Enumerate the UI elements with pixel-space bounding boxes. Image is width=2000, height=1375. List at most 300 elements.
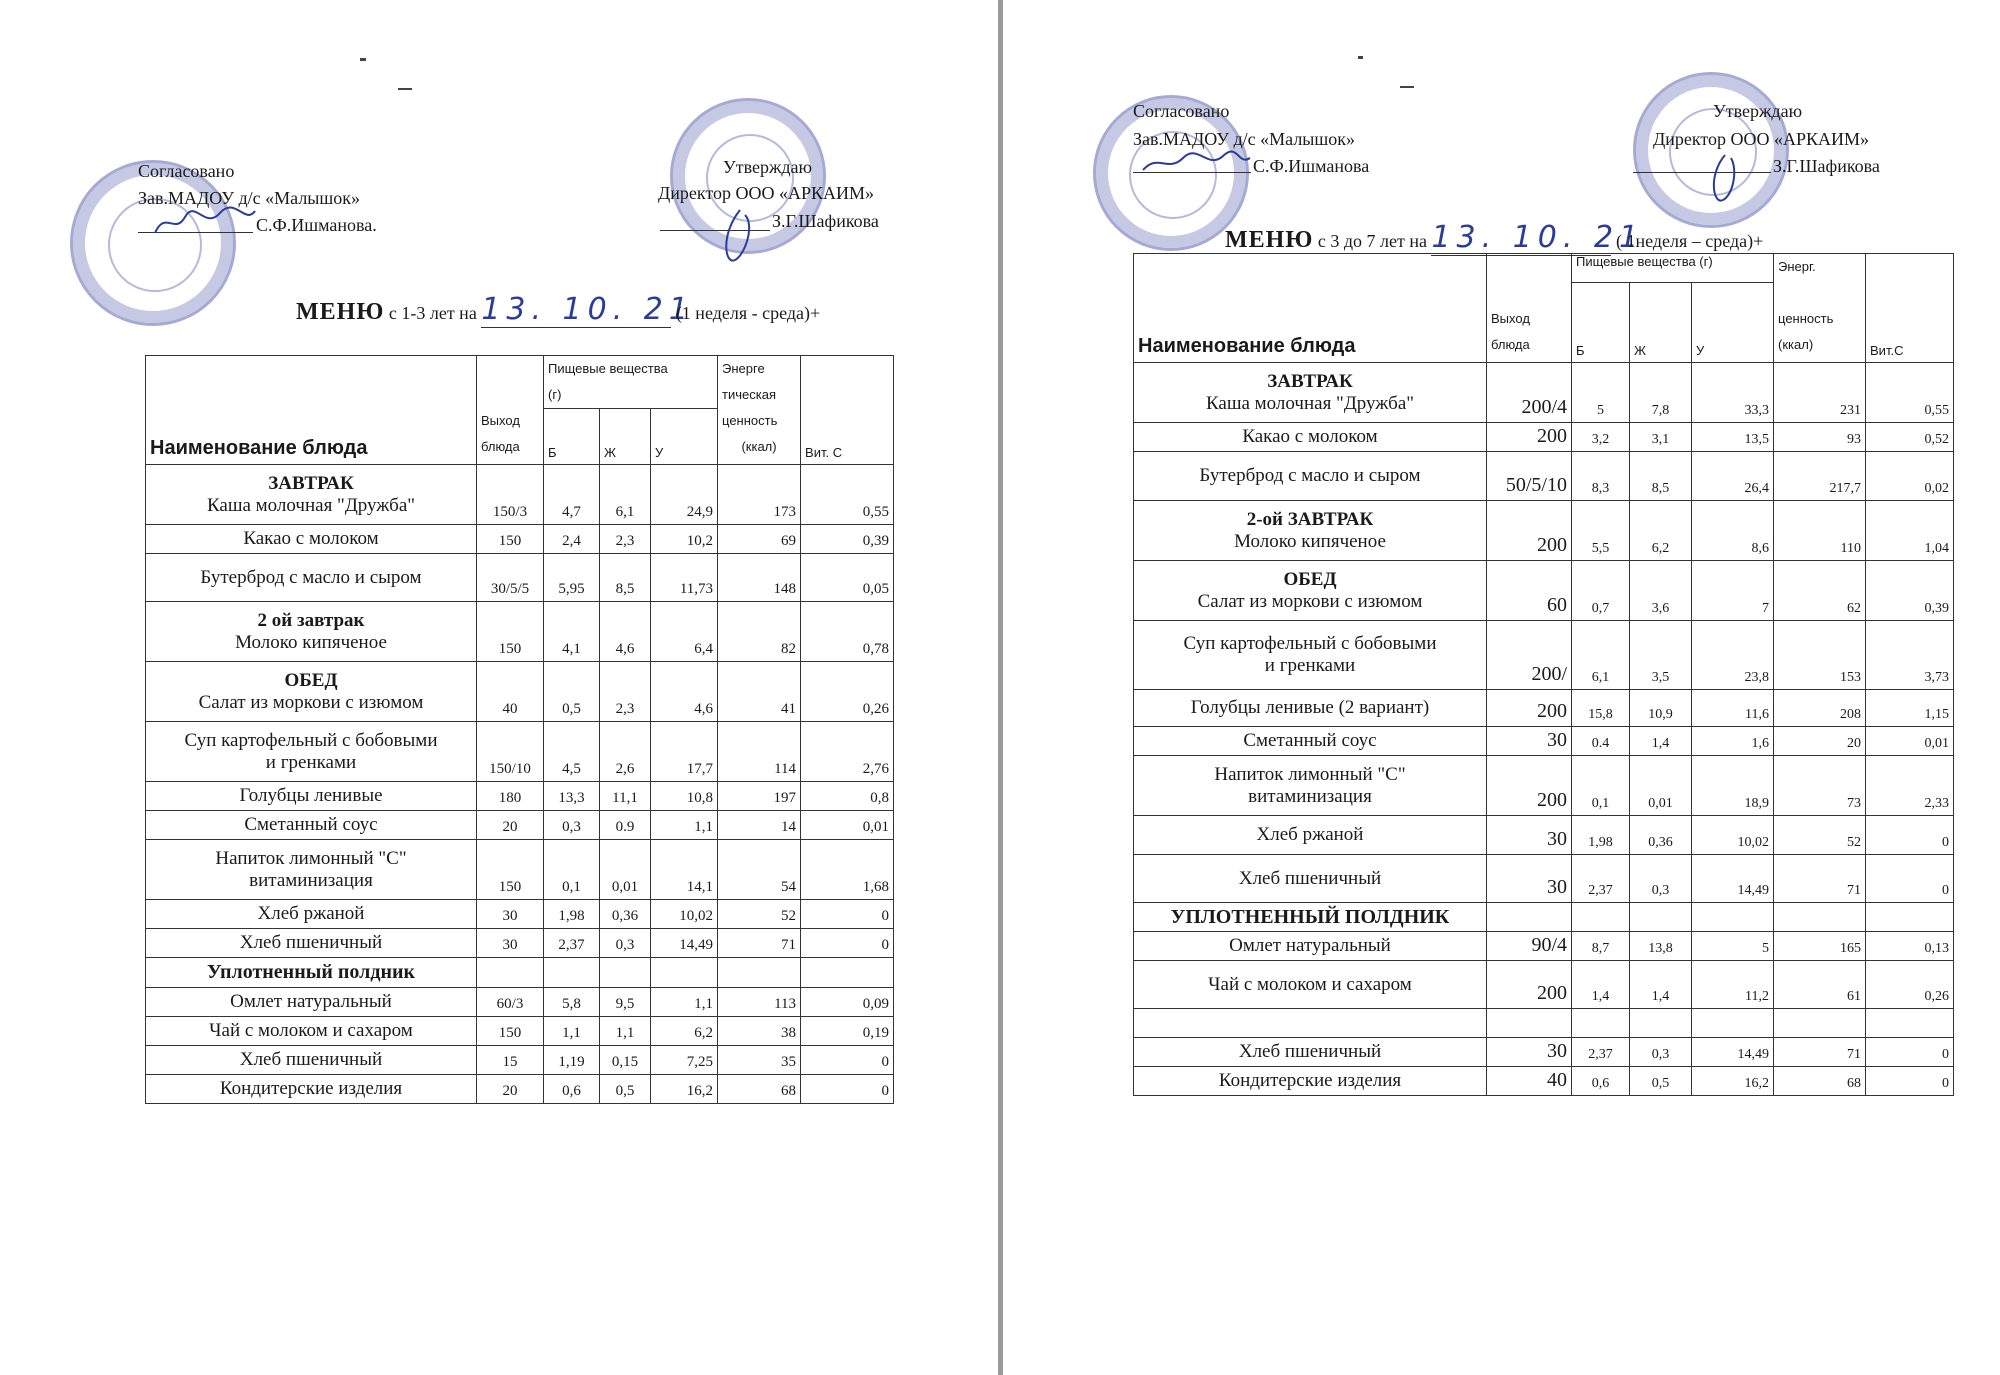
carbs-cell: 5 [1692,932,1774,961]
fats-cell: 3,1 [1630,423,1692,452]
fats-cell: 4,6 [600,602,651,662]
carbs-cell: 11,73 [651,554,718,602]
proteins-cell: 5,8 [544,988,600,1017]
dish-name: Напиток лимонный "С" [215,847,407,869]
energy-cell: 110 [1774,501,1866,561]
proteins-cell: 1,98 [1572,816,1630,855]
table-row [1134,932,1954,961]
yield-cell: 150/3 [477,465,544,525]
proteins-cell: 0,1 [1572,756,1630,816]
header-nutrients: Пищевые вещества (г) [544,356,718,409]
header-carbs: У [651,409,718,465]
vitamin-c-cell: 0 [1866,855,1954,903]
dish-name: Голубцы ленивые [239,785,383,806]
energy-cell: 71 [1774,855,1866,903]
table-row [1134,621,1954,690]
carbs-cell: 1,1 [651,811,718,840]
scan-speck [1358,56,1363,59]
dish-name-cell [146,722,477,782]
carbs-cell: 1,6 [1692,727,1774,756]
proteins-cell: 2,37 [544,929,600,958]
vitamin-c-cell: 0,02 [1866,452,1954,501]
yield-cell: 150 [477,602,544,662]
dish-name: Хлеб пшеничный [1238,1041,1382,1062]
header-fats: Ж [600,409,651,465]
energy-cell: 208 [1774,690,1866,727]
carbs-cell: 4,6 [651,662,718,722]
dish-name-cell [1134,932,1487,961]
carbs-cell: 10,02 [651,900,718,929]
proteins-cell: 0,1 [544,840,600,900]
dish-name: Кондитерские изделия [1218,1070,1402,1091]
table-row [146,1046,894,1075]
proteins-cell: 5,95 [544,554,600,602]
dish-name: и гренками [1264,655,1356,676]
carbs-cell: 14,49 [651,929,718,958]
section-title: ЗАВТРАК [1267,370,1353,392]
yield-cell: 30 [1487,855,1572,903]
table-row [1134,1067,1954,1096]
energy-cell: 148 [718,554,801,602]
vitamin-c-cell: 0 [801,900,894,929]
energy-cell: 197 [718,782,801,811]
empty-cell [544,958,600,988]
dish-name: Каша молочная "Дружба" [1205,392,1415,414]
yield-cell: 90/4 [1487,932,1572,961]
yield-cell: 200 [1487,690,1572,727]
proteins-cell: 2,37 [1572,1038,1630,1067]
fats-cell: 2,6 [600,722,651,782]
yield-cell: 30 [477,929,544,958]
dish-name-cell [146,1075,477,1104]
fats-cell: 11,1 [600,782,651,811]
table-row [1134,423,1954,452]
proteins-cell: 15,8 [1572,690,1630,727]
header-yield: Выход блюда [477,356,544,465]
fats-cell: 0,5 [600,1075,651,1104]
yield-cell: 60 [1487,561,1572,621]
vitamin-c-cell: 0,26 [1866,961,1954,1009]
empty-cell [1487,903,1572,932]
vitamin-c-cell: 0 [1866,1038,1954,1067]
energy-cell: 35 [718,1046,801,1075]
fats-cell: 1,4 [1630,961,1692,1009]
dish-name: Голубцы ленивые (2 вариант) [1190,697,1430,718]
dish-name: Омлет натуральный [1229,935,1391,956]
dish-name: витаминизация [249,869,373,891]
yield-cell: 180 [477,782,544,811]
header-proteins: Б [1572,282,1630,362]
carbs-cell: 23,8 [1692,621,1774,690]
carbs-cell: 10,2 [651,525,718,554]
dish-name-cell [146,811,477,840]
table-row [1134,501,1954,561]
dish-name: Омлет натуральный [230,991,392,1012]
table-row [1134,816,1954,855]
vitamin-c-cell: 0,05 [801,554,894,602]
carbs-cell: 16,2 [1692,1067,1774,1096]
menu-word: МЕНЮ [1225,227,1314,253]
energy-cell: 217,7 [1774,452,1866,501]
proteins-cell: 0.4 [1572,727,1630,756]
menu-age: с 1-3 лет на [388,303,477,323]
vitamin-c-cell: 1,15 [1866,690,1954,727]
right-document-page [1003,0,2000,1375]
table-row [146,465,894,525]
energy-cell: 231 [1774,363,1866,423]
agreed-position: Зав.МАДОУ д/с «Малышок» [138,188,361,208]
menu-heading [296,292,820,328]
menu-heading [1225,220,1763,256]
empty-cell [600,958,651,988]
fats-cell: 0,3 [1630,855,1692,903]
dish-name: Каша молочная "Дружба" [206,494,416,516]
proteins-cell: 0,3 [544,811,600,840]
yield-cell: 40 [1487,1067,1572,1096]
proteins-cell: 1,19 [544,1046,600,1075]
vitamin-c-cell: 2,76 [801,722,894,782]
energy-cell: 173 [718,465,801,525]
fats-cell: 0,5 [1630,1067,1692,1096]
fats-cell: 0,3 [600,929,651,958]
dish-name-cell [1134,561,1487,621]
section-title: 2-ой ЗАВТРАК [1246,508,1374,530]
carbs-cell: 11,2 [1692,961,1774,1009]
proteins-cell: 1,98 [544,900,600,929]
dish-name-cell [1134,501,1487,561]
energy-cell: 71 [1774,1038,1866,1067]
dish-name: Хлеб ржаной [257,903,365,924]
fats-cell: 8,5 [600,554,651,602]
carbs-cell: 10,8 [651,782,718,811]
dish-name: Суп картофельный с бобовыми [184,729,438,751]
fats-cell: 0,01 [600,840,651,900]
dish-name: Хлеб пшеничный [239,1049,383,1070]
dish-name: Сметанный соус [244,814,378,835]
vitamin-c-cell: 0,19 [801,1017,894,1046]
scan-speck [360,58,366,61]
carbs-cell: 17,7 [651,722,718,782]
agreed-name: С.Ф.Ишманова [1253,156,1370,176]
energy-cell: 153 [1774,621,1866,690]
empty-cell [801,958,894,988]
yield-cell: 15 [477,1046,544,1075]
carbs-cell: 6,4 [651,602,718,662]
proteins-cell: 4,1 [544,602,600,662]
table-row [146,1017,894,1046]
yield-cell: 200 [1487,423,1572,452]
carbs-cell: 26,4 [1692,452,1774,501]
energy-cell: 52 [718,900,801,929]
table-row [1134,1009,1954,1038]
left-menu-table [145,355,894,1104]
dish-name: Суп картофельный с бобовыми [1183,633,1437,654]
yield-cell: 30 [1487,816,1572,855]
dish-name-cell [146,900,477,929]
approved-name: З.Г.Шафикова [1773,156,1880,176]
dish-name: Хлеб ржаной [1256,824,1364,845]
carbs-cell: 33,3 [1692,363,1774,423]
table-row [146,602,894,662]
menu-date-handwritten: 13. 10. 21 [481,292,694,327]
empty-cell [1866,1009,1954,1038]
proteins-cell: 1,4 [1572,961,1630,1009]
yield-cell: 150 [477,525,544,554]
fats-cell: 1,4 [1630,727,1692,756]
vitamin-c-cell: 0 [1866,1067,1954,1096]
empty-cell [718,958,801,988]
dish-name-cell [1134,727,1487,756]
header-yield: Выход блюда [1487,254,1572,363]
fats-cell: 6,1 [600,465,651,525]
header-vitamin-c: Вит. С [801,356,894,465]
agreed-label: Согласовано [138,161,235,181]
fats-cell: 0,3 [1630,1038,1692,1067]
table-row [1134,363,1954,423]
energy-cell: 38 [718,1017,801,1046]
vitamin-c-cell: 0 [1866,816,1954,855]
table-row [146,662,894,722]
fats-cell: 3,6 [1630,561,1692,621]
yield-cell: 200 [1487,501,1572,561]
section-title: Уплотненный полдник [146,958,477,988]
fats-cell: 2,3 [600,525,651,554]
dish-name: Хлеб пшеничный [1238,867,1382,889]
dish-name-cell [1134,621,1487,690]
vitamin-c-cell: 0,09 [801,988,894,1017]
fats-cell: 6,2 [1630,501,1692,561]
vitamin-c-cell: 0,8 [801,782,894,811]
dish-name-cell [146,988,477,1017]
vitamin-c-cell: 1,04 [1866,501,1954,561]
scan-speck [1400,86,1414,88]
vitamin-c-cell: 0,55 [801,465,894,525]
dish-name: Салат из моркови с изюмом [198,691,424,713]
fats-cell: 9,5 [600,988,651,1017]
vitamin-c-cell: 0,39 [801,525,894,554]
empty-cell [1630,903,1692,932]
dish-name-cell [146,1017,477,1046]
header-dish-name: Наименование блюда [1134,254,1487,363]
empty-cell [1572,903,1630,932]
section-title: ЗАВТРАК [268,472,354,494]
vitamin-c-cell: 0 [801,1075,894,1104]
dish-name: Салат из моркови с изюмом [1197,590,1423,612]
fats-cell: 1,1 [600,1017,651,1046]
fats-cell: 8,5 [1630,452,1692,501]
carbs-cell: 11,6 [1692,690,1774,727]
vitamin-c-cell: 0,52 [1866,423,1954,452]
empty-cell [477,958,544,988]
carbs-cell: 10,02 [1692,816,1774,855]
proteins-cell: 4,5 [544,722,600,782]
header-energy: Энерг. ценность (ккал) [1774,254,1866,363]
fats-cell: 0,36 [600,900,651,929]
signature-icon [1703,150,1743,210]
energy-cell: 62 [1774,561,1866,621]
dish-name-cell [146,929,477,958]
yield-cell: 200/4 [1487,363,1572,423]
dish-name: Чай с молоком и сахаром [209,1020,413,1041]
menu-week: ( 1неделя – среда)+ [1615,231,1764,251]
dish-name: Напиток лимонный "С" [1214,763,1406,785]
energy-cell: 41 [718,662,801,722]
table-row [146,525,894,554]
left-document-page [0,0,998,1375]
dish-name-cell [146,554,477,602]
vitamin-c-cell: 0,39 [1866,561,1954,621]
section-title: 2 ой завтрак [257,609,365,631]
proteins-cell: 0,5 [544,662,600,722]
section-title: ОБЕД [284,669,338,691]
carbs-cell: 1,1 [651,988,718,1017]
yield-cell: 150 [477,840,544,900]
signature-icon [1138,148,1253,178]
empty-cell [1774,1009,1866,1038]
empty-cell [1866,903,1954,932]
header-dish-name: Наименование блюда [146,356,477,465]
yield-cell: 150 [477,1017,544,1046]
dish-name: Какао с молоком [243,528,379,549]
dish-name-cell [146,602,477,662]
vitamin-c-cell: 2,33 [1866,756,1954,816]
table-row [146,929,894,958]
menu-age: с 3 до 7 лет на [1317,231,1427,251]
dish-name-cell [146,662,477,722]
table-row [1134,961,1954,1009]
carbs-cell: 7,25 [651,1046,718,1075]
proteins-cell: 5,5 [1572,501,1630,561]
vitamin-c-cell: 0,13 [1866,932,1954,961]
proteins-cell: 13,3 [544,782,600,811]
dish-name-cell [1134,816,1487,855]
vitamin-c-cell: 0,55 [1866,363,1954,423]
carbs-cell: 14,49 [1692,855,1774,903]
vitamin-c-cell: 0,78 [801,602,894,662]
vitamin-c-cell: 1,68 [801,840,894,900]
dish-name: Чай с молоком и сахаром [1208,973,1412,995]
dish-name: Какао с молоком [1242,426,1378,447]
yield-cell: 30 [1487,727,1572,756]
table-row [146,958,894,988]
dish-name-cell [1134,452,1487,501]
agreed-label: Согласовано [1133,101,1230,121]
dish-name-cell [1134,423,1487,452]
table-row [146,554,894,602]
yield-cell: 30 [477,900,544,929]
carbs-cell: 18,9 [1692,756,1774,816]
menu-week: (1 неделя - среда)+ [675,303,821,323]
energy-cell: 113 [718,988,801,1017]
table-row [1134,690,1954,727]
yield-cell: 20 [477,1075,544,1104]
energy-cell: 20 [1774,727,1866,756]
proteins-cell: 0,6 [1572,1067,1630,1096]
proteins-cell: 2,4 [544,525,600,554]
approved-position: Директор ООО «АРКАИМ» [1653,129,1870,149]
table-row [1134,855,1954,903]
dish-name: Бутерброд с масло и сыром [200,566,422,588]
dish-name: Сметанный соус [1243,730,1377,751]
fats-cell: 2,3 [600,662,651,722]
dish-name-cell [146,782,477,811]
energy-cell: 82 [718,602,801,662]
yield-cell: 150/10 [477,722,544,782]
yield-cell: 200/ [1487,621,1572,690]
empty-cell [1630,1009,1692,1038]
yield-cell: 50/5/10 [1487,452,1572,501]
empty-cell [1134,1009,1487,1038]
right-menu-table [1133,253,1954,1096]
yield-cell: 200 [1487,756,1572,816]
vitamin-c-cell: 0,26 [801,662,894,722]
energy-cell: 68 [1774,1067,1866,1096]
energy-cell: 61 [1774,961,1866,1009]
fats-cell: 7,8 [1630,363,1692,423]
dish-name-cell [146,525,477,554]
table-row [146,782,894,811]
proteins-cell: 0,7 [1572,561,1630,621]
table-row [1134,1038,1954,1067]
scan-speck [398,88,412,90]
proteins-cell: 3,2 [1572,423,1630,452]
table-row [1134,727,1954,756]
table-row [146,722,894,782]
carbs-cell: 8,6 [1692,501,1774,561]
dish-name: и гренками [265,751,357,773]
empty-cell [1774,903,1866,932]
menu-date-handwritten: 13. 10. 21 [1431,220,1645,255]
approved-position: Директор ООО «АРКАИМ» [658,183,875,203]
table-row [146,900,894,929]
agreed-position: Зав.МАДОУ д/с «Малышок» [1133,129,1356,149]
empty-cell [651,958,718,988]
table-row [146,988,894,1017]
signature-line [1633,172,1771,173]
table-row [1134,903,1954,932]
empty-cell [1487,1009,1572,1038]
energy-cell: 52 [1774,816,1866,855]
header-carbs: У [1692,282,1774,362]
header-nutrients: Пищевые вещества (г) [1572,254,1774,283]
signature-icon [150,205,260,240]
proteins-cell: 2,37 [1572,855,1630,903]
empty-cell [1692,903,1774,932]
header-proteins: Б [544,409,600,465]
vitamin-c-cell: 0 [801,1046,894,1075]
vitamin-c-cell: 0,01 [1866,727,1954,756]
vitamin-c-cell: 0,01 [801,811,894,840]
energy-cell: 14 [718,811,801,840]
section-title: УПЛОТНЕННЫЙ ПОЛДНИК [1134,903,1487,932]
fats-cell: 0,01 [1630,756,1692,816]
proteins-cell: 0,6 [544,1075,600,1104]
carbs-cell: 13,5 [1692,423,1774,452]
dish-name-cell [1134,961,1487,1009]
dish-name-cell [1134,690,1487,727]
proteins-cell: 6,1 [1572,621,1630,690]
header-vitamin-c: Вит.С [1866,254,1954,363]
yield-cell: 30 [1487,1038,1572,1067]
empty-cell [1692,1009,1774,1038]
table-row [146,811,894,840]
energy-cell: 93 [1774,423,1866,452]
carbs-cell: 24,9 [651,465,718,525]
yield-cell: 40 [477,662,544,722]
dish-name-cell [146,1046,477,1075]
yield-cell: 60/3 [477,988,544,1017]
fats-cell: 0,36 [1630,816,1692,855]
